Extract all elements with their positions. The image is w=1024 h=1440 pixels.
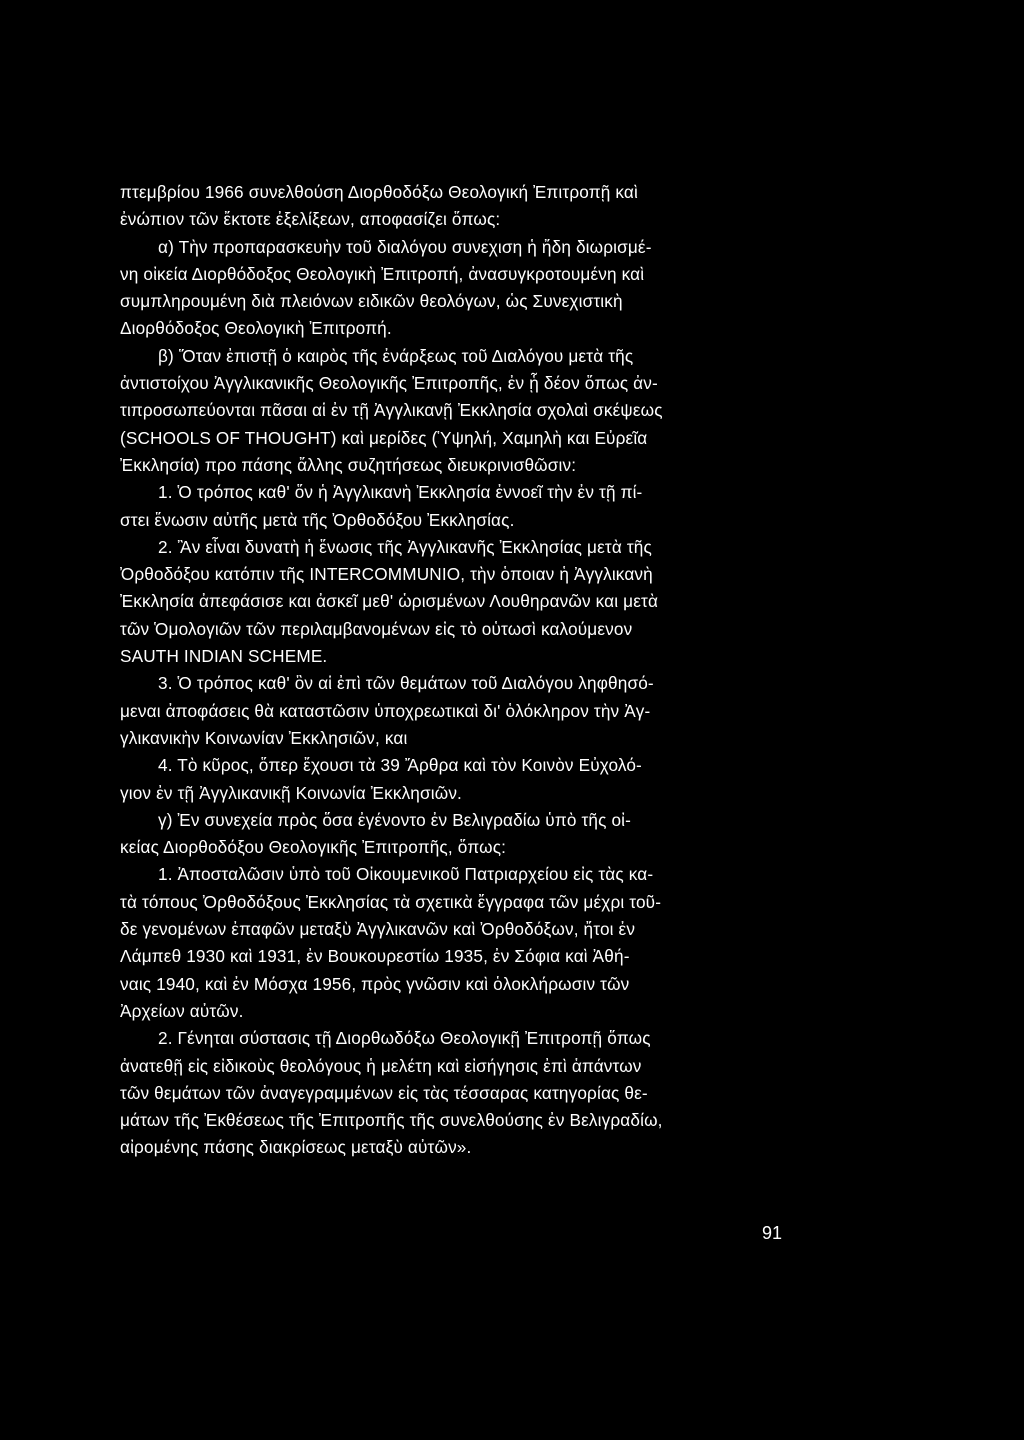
text-line: αἰρομένης πάσης διακρίσεως μεταξὺ αὐτῶν». xyxy=(120,1137,472,1158)
text-line: στει ἕνωσιν αὐτῆς μετὰ τῆς Ὀρθοδόξου Ἐκκλησίας. xyxy=(120,509,515,530)
text-line: 2. Γένηται σύστασις τῇ Διορθωδόξω Θεολογικῇ Ἐπιτροπῇ ὅπως xyxy=(158,1028,651,1049)
text-line: τὰ τόπους Ὀρθοδόξους Ἐκκλησίας τὰ σχετικὰ ἔγγραφα τῶν μέχρι τοῦ- xyxy=(120,891,662,912)
text-line: γ) Ἐν συνεχεία πρὸς ὅσα ἐγένοντο ἐν Βελιγραδίω ὑπὸ τῆς οἰ- xyxy=(158,809,632,830)
text-line: SAUTH INDIAN SCHEME. xyxy=(120,646,328,667)
text-line: μεναι ἀποφάσεις θὰ καταστῶσιν ὑποχρεωτικαὶ δι' ὁλόκληρον τὴν Ἀγ- xyxy=(120,700,651,721)
body-text xyxy=(120,179,780,1162)
text-line: Διορθόδοξος Θεολογικὴ Ἐπιτροπή. xyxy=(120,318,392,339)
text-line: μάτων τῆς Ἐκθέσεως τῆς Ἐπιτροπῆς τῆς συνελθούσης ἐν Βελιγραδίω, xyxy=(120,1110,663,1131)
text-line: δε γενομένων ἐπαφῶν μεταξὺ Ἀγγλικανῶν καὶ Ὀρθοδόξων, ἤτοι ἐν xyxy=(120,919,636,940)
text-line: Ἐκκλησία) προ πάσης ἄλλης συζητήσεως διευκρινισθῶσιν: xyxy=(120,454,577,475)
text-line: γλικανικὴν Κοινωνίαν Ἐκκλησιῶν, και xyxy=(120,727,408,748)
text-line: 1. Ὁ τρόπος καθ' ὅν ἡ Ἀγγλικανὴ Ἐκκλησία ἐννοεῖ τὴν ἐν τῇ πί- xyxy=(158,482,643,503)
text-line: ἐνώπιον τῶν ἔκτοτε ἐξελίξεων, αποφασίζει ὅπως: xyxy=(120,209,501,230)
text-line: νη οἰκεία Διορθόδοξος Θεολογικὴ Ἐπιτροπή, ἀνασυγκροτουμένη καὶ xyxy=(120,263,645,284)
text-line: τῶν Ὁμολογιῶν τῶν περιλαμβανομένων εἰς τὸ οὑτωσὶ καλούμενον xyxy=(120,618,633,639)
text-line: συμπληρουμένη διὰ πλειόνων ειδικῶν θεολόγων, ὡς Συνεχιστικὴ xyxy=(120,291,623,312)
page-number: 91 xyxy=(761,1223,782,1243)
text-line: τῶν θεμάτων τῶν ἀναγεγραμμένων εἰς τὰς τέσσαρας κατηγορίας θε- xyxy=(120,1082,648,1103)
text-line: Ἀρχείων αὐτῶν. xyxy=(120,1000,244,1021)
text-line: κείας Διορθοδόξου Θεολογικῆς Ἐπιτροπῆς, ὅπως: xyxy=(120,837,507,858)
text-line: ἀντιστοίχου Ἀγγλικανικῆς Θεολογικῆς Ἐπιτροπῆς, ἐν ᾗ δέον ὅπως ἀν- xyxy=(120,373,658,394)
text-line: Ὀρθοδόξου κατόπιν τῆς INTERCOMMUNIO, τὴν ὁποιαν ἡ Ἀγγλικανὴ xyxy=(120,564,653,585)
text-line: ἀνατεθῇ εἰς εἰδικοὺς θεολόγους ἡ μελέτη καὶ εἰσήγησις ἐπὶ ἁπάντων xyxy=(120,1055,642,1076)
text-line: πτεμβρίου 1966 συνελθούση Διορθοδόξω Θεολογική Ἐπιτροπῇ καὶ xyxy=(120,182,638,202)
text-line: α) Τὴν προπαρασκευὴν τοῦ διαλόγου συνεχιση ἡ ἤδη διωρισμέ- xyxy=(158,236,652,257)
text-line: Λάμπεθ 1930 καὶ 1931, ἐν Βουκουρεστίω 1935, ἐν Σόφια καὶ Ἀθή- xyxy=(120,946,630,967)
text-line: τιπροσωπεύονται πᾶσαι αἱ ἐν τῇ Ἀγγλικανῇ Ἐκκλησία σχολαὶ σκέψεως xyxy=(120,400,663,421)
text-line: 1. Ἀποσταλῶσιν ὑπὸ τοῦ Οἰκουμενικοῦ Πατριαρχείου εἰς τὰς κα- xyxy=(158,864,654,885)
text-line: γιον ἐν τῇ Ἀγγλικανικῇ Κοινωνία Ἐκκλησιῶν. xyxy=(120,782,462,803)
text-line: 2. Ἂν εἶναι δυνατὴ ἡ ἕνωσις τῆς Ἀγγλικανῆς Ἐκκλησίας μετὰ τῆς xyxy=(158,536,652,557)
text-line: 3. Ὁ τρόπος καθ' ὃν αἱ ἐπὶ τῶν θεμάτων τοῦ Διαλόγου ληφθησό- xyxy=(158,673,654,694)
text-line: 4. Τὸ κῦρος, ὅπερ ἔχουσι τὰ 39 Ἄρθρα καὶ τὸν Κοινὸν Εὐχολό- xyxy=(158,755,642,776)
text-line: ναις 1940, καὶ ἐν Μόσχα 1956, πρὸς γνῶσιν καὶ ὁλοκλήρωσιν τῶν xyxy=(120,973,630,994)
text-line: Ἐκκλησία ἀπεφάσισε και ἀσκεῖ μεθ' ὡρισμένων Λουθηρανῶν και μετὰ xyxy=(120,591,659,612)
text-line: β) Ὅταν ἐπιστῇ ὁ καιρὸς τῆς ἐνάρξεως τοῦ Διαλόγου μετὰ τῆς xyxy=(158,345,634,366)
text-line: (SCHOOLS OF THOUGHT) καὶ μερίδες (Ὑψηλή, Χαμηλὴ και Εὐρεῖα xyxy=(120,427,648,448)
